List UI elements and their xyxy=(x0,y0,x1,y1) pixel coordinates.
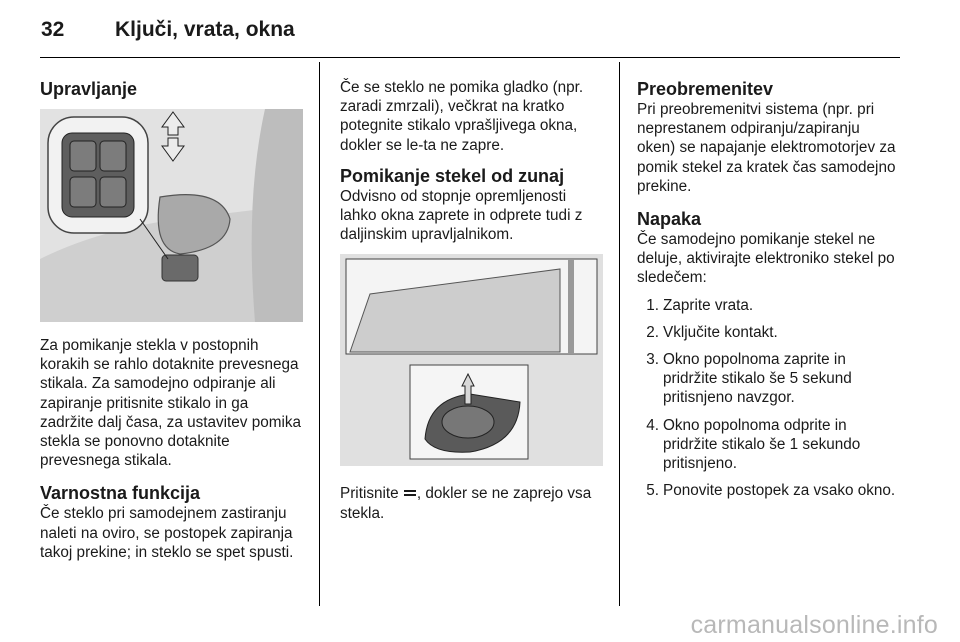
section-heading: Varnostna funkcija xyxy=(40,483,201,504)
column-3 xyxy=(637,78,901,508)
section-heading: Napaka xyxy=(637,209,702,230)
safety-paragraph: Če steklo pri samodejnem zastiranju naleti na oviro, se postopek zapiranja takoj prekine; in steklo se spet spusti. xyxy=(40,505,294,561)
door-switch-illustration xyxy=(40,109,303,322)
list-item: 4. Okno popolnoma odprite in pridržite stikalo še 1 sekundo pritisnjeno. xyxy=(646,416,861,473)
header-rule xyxy=(40,57,900,58)
section-heading: Preobremenitev xyxy=(637,79,774,99)
column-1 xyxy=(40,78,306,562)
caption-text: , dokler se ne zaprejo vsa stekla. xyxy=(340,485,592,522)
column-2 xyxy=(340,78,606,523)
step-list xyxy=(637,296,901,501)
lock-icon xyxy=(403,485,417,502)
list-item: 3. Okno popolnoma zaprite in pridržite stikalo še 5 sekund pritisnjeno navzgor. xyxy=(646,351,852,407)
column-divider xyxy=(319,62,320,606)
list-item: 1. Zaprite vrata. xyxy=(646,296,754,314)
column-divider xyxy=(619,62,620,606)
page-number: 32 xyxy=(41,18,65,41)
instruction-paragraph: Če se steklo ne pomika gladko (npr. zaradi zmrzali), večkrat na kratko potegnite stikalo vprašljivega okna, dokler se le-ta ne zapre. xyxy=(340,79,584,154)
remote-paragraph: Odvisno od stopnje opremljenosti lahko okna zaprete in odprete tudi z daljinskim upravljalnikom. xyxy=(340,187,583,244)
page-title: Ključi, vrata, okna xyxy=(115,18,295,41)
fault-paragraph: Če samodejno pomikanje stekel ne deluje, aktivirajte elektroniko stekel po sledečem: xyxy=(637,231,895,287)
section-heading: Pomikanje stekel od zunaj xyxy=(340,165,565,186)
instruction-paragraph: Za pomikanje stekla v postopnih korakih se rahlo dotaknite prevesnega stikala. Za samodejno odpiranje ali zapiranje pritisnite stikalo in ga zadržite dalj časa, za ustavitev pomika stekla se ponovno dotaknite prevesnega stikala. xyxy=(40,337,302,470)
overload-paragraph: Pri preobremenitvi sistema (npr. pri neprestanem odpiranju/zapiranju oken) se napajanje elektromotorjev za pomik stekel za kratek čas samodejno prekine. xyxy=(637,101,896,195)
section-heading: Upravljanje xyxy=(40,79,138,99)
list-item: 5. Ponovite postopek za vsako okno. xyxy=(646,482,896,500)
caption-paragraph xyxy=(340,484,606,522)
watermark: carmanualsonline.info xyxy=(690,611,938,639)
list-item: 2. Vključite kontakt. xyxy=(646,323,778,341)
remote-key-illustration xyxy=(340,254,603,466)
caption-text: Pritisnite xyxy=(340,485,403,503)
